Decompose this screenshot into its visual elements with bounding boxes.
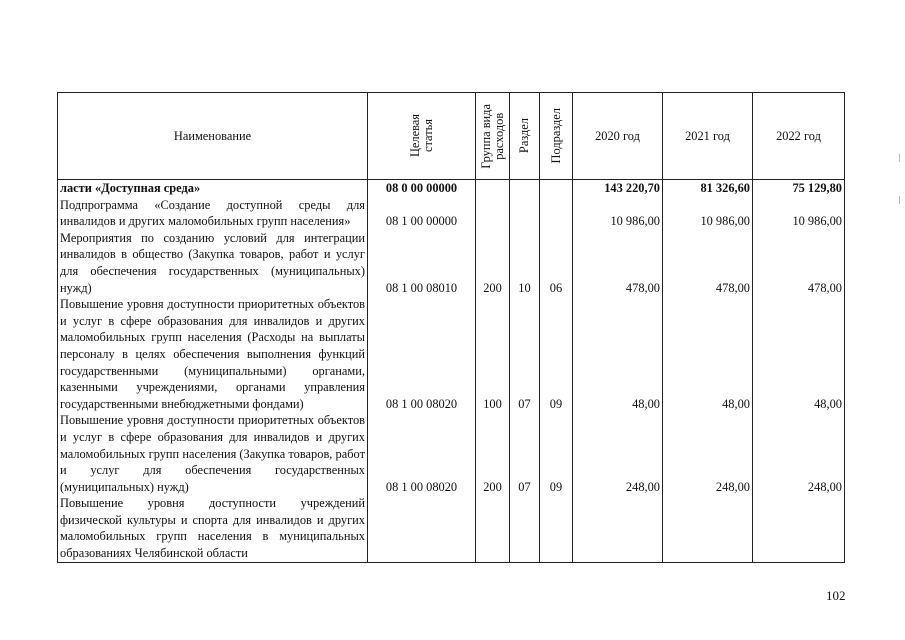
cell-2022: 248,00 [753,412,845,495]
header-expense-group: Группа вида расходов [476,93,510,180]
cell-name: Повышение уровня доступности учреждений физической культуры и спорта для инвалидов и других маломобильных групп населения в муниципальных образованиях Челябинской области [58,495,368,562]
table-row [58,197,845,230]
cell-section [510,495,540,562]
header-target-article: Целевая статья [368,93,476,180]
cell-name: Повышение уровня доступности приоритетных объектов и услуг в сфере образования для инвалидов и других маломобильных групп населения (Расходы на выплаты персоналу в целях обеспечения выполнения функций государственными (муниципальными) органами, казенными учреждениями, органами управления государственными внебюджетными фондами) [58,296,368,412]
cell-expense-group [476,495,510,562]
cell-name: ласти «Доступная среда» [58,180,368,197]
cell-2022 [753,495,845,562]
cell-expense-group [476,180,510,197]
table-header-row [58,93,845,180]
cell-name: Повышение уровня доступности приоритетных объектов и услуг в сфере образования для инвалидов и других маломобильных групп населения (Закупка товаров, работ и услуг для обеспечения государственных (муниципальных) нужд) [58,412,368,495]
cell-subsection [540,495,573,562]
page-number: 102 [826,588,846,603]
cell-target-article: 08 1 00 00000 [368,197,476,230]
cell-name: Подпрограмма «Создание доступной среды для инвалидов и других маломобильных групп населения» [58,197,368,230]
cell-target-article: 08 0 00 00000 [368,180,476,197]
scan-edge-mark [899,196,900,204]
cell-2021: 248,00 [663,412,753,495]
cell-section: 10 [510,230,540,296]
cell-2020: 10 986,00 [573,197,663,230]
cell-2021 [663,495,753,562]
cell-target-article: 08 1 00 08010 [368,230,476,296]
table-row [58,180,845,197]
cell-section [510,180,540,197]
table-row [58,495,845,562]
header-year-2022: 2022 год [753,93,845,180]
header-name: Наименование [58,93,368,180]
cell-2020 [573,495,663,562]
cell-2022: 10 986,00 [753,197,845,230]
cell-expense-group: 100 [476,296,510,412]
table-body [58,180,845,563]
cell-target-article: 08 1 00 08020 [368,296,476,412]
cell-name: Мероприятия по созданию условий для интеграции инвалидов в общество (Закупка товаров, работ и услуг для обеспечения государственных (муниципальных) нужд) [58,230,368,296]
cell-subsection: 09 [540,296,573,412]
cell-subsection: 06 [540,230,573,296]
header-year-2020: 2020 год [573,93,663,180]
cell-2021: 81 326,60 [663,180,753,197]
cell-2022: 75 129,80 [753,180,845,197]
cell-2021: 478,00 [663,230,753,296]
header-year-2021: 2021 год [663,93,753,180]
header-subsection: Подраздел [540,93,573,180]
cell-section: 07 [510,296,540,412]
cell-subsection [540,180,573,197]
cell-target-article [368,495,476,562]
cell-subsection: 09 [540,412,573,495]
cell-2021: 48,00 [663,296,753,412]
cell-expense-group [476,197,510,230]
scan-edge-mark [899,154,900,162]
header-section: Раздел [510,93,540,180]
cell-2022: 478,00 [753,230,845,296]
cell-section: 07 [510,412,540,495]
cell-target-article: 08 1 00 08020 [368,412,476,495]
budget-table [57,92,845,563]
cell-2022: 48,00 [753,296,845,412]
table-row [58,296,845,412]
cell-2020: 143 220,70 [573,180,663,197]
table-row [58,412,845,495]
cell-2020: 248,00 [573,412,663,495]
cell-subsection [540,197,573,230]
cell-expense-group: 200 [476,412,510,495]
cell-expense-group: 200 [476,230,510,296]
cell-2020: 48,00 [573,296,663,412]
table-row [58,230,845,296]
cell-2020: 478,00 [573,230,663,296]
cell-2021: 10 986,00 [663,197,753,230]
cell-section [510,197,540,230]
